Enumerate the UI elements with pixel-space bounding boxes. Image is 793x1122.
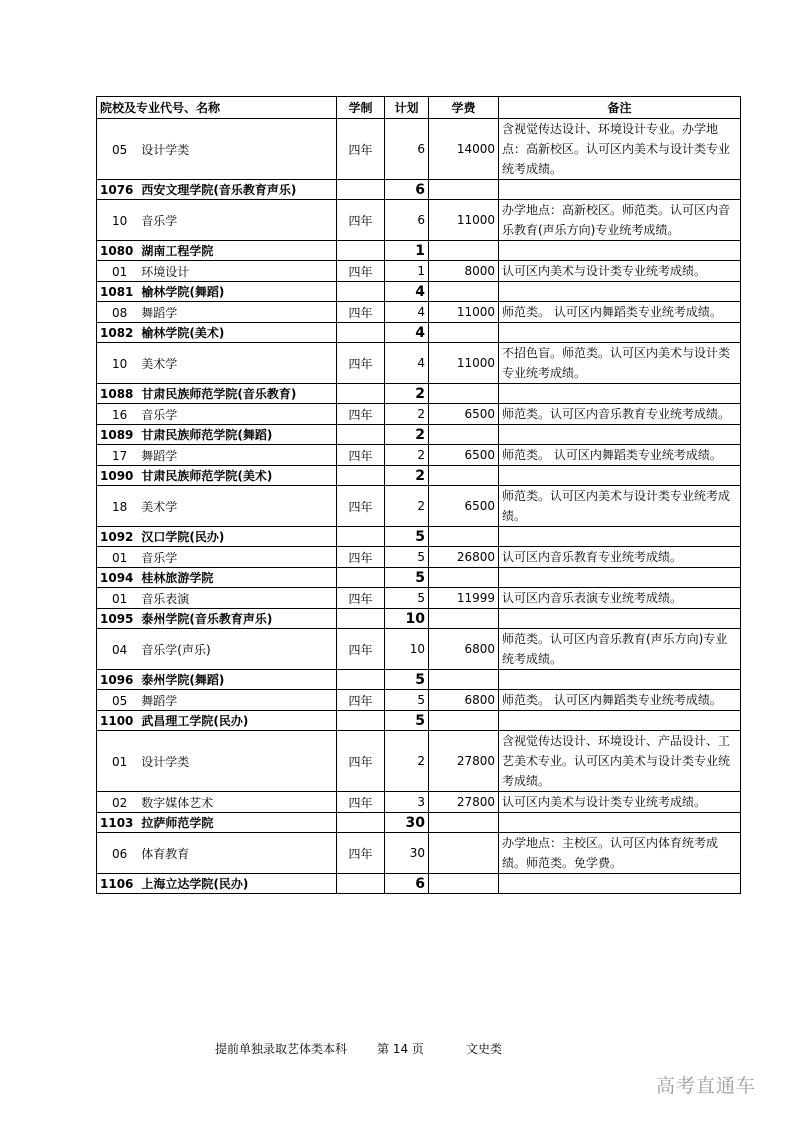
fee-cell [429, 813, 499, 833]
major-note: 办学地点：高新校区。师范类。认可区内音乐教育(声乐方向)专业统考成绩。 [499, 200, 741, 241]
major-plan-count: 30 [385, 833, 429, 874]
major-plan-count: 4 [385, 302, 429, 323]
major-row [97, 629, 741, 670]
major-name-cell [97, 302, 337, 323]
school-row [97, 711, 741, 731]
major-name: 环境设计 [141, 264, 190, 279]
duration-cell [337, 711, 385, 731]
school-row [97, 282, 741, 302]
major-name-cell [97, 690, 337, 711]
school-row [97, 384, 741, 404]
fee-cell [429, 711, 499, 731]
major-plan-count: 2 [385, 486, 429, 527]
school-name: 西安文理学院(音乐教育声乐) [141, 183, 297, 197]
school-name-cell [97, 670, 337, 690]
school-row [97, 466, 741, 486]
major-code: 08 [112, 305, 128, 320]
fee-cell [429, 466, 499, 486]
fee-cell [429, 874, 499, 894]
school-plan-count: 4 [385, 282, 429, 302]
major-name-cell [97, 261, 337, 282]
major-row [97, 119, 741, 180]
note-cell [499, 527, 741, 547]
header-note: 备注 [499, 97, 741, 119]
school-name-cell [97, 711, 337, 731]
major-plan-count: 4 [385, 343, 429, 384]
major-code: 01 [112, 264, 128, 279]
major-note: 师范类。认可区内音乐教育(声乐方向)专业统考成绩。 [499, 629, 741, 670]
major-name: 音乐学 [141, 213, 178, 228]
school-plan-count: 6 [385, 874, 429, 894]
duration-cell [337, 282, 385, 302]
school-row [97, 527, 741, 547]
major-fee: 11000 [429, 200, 499, 241]
major-name: 舞蹈学 [141, 448, 178, 463]
major-name: 音乐学 [141, 550, 178, 565]
major-fee: 6500 [429, 445, 499, 466]
major-plan-count: 1 [385, 261, 429, 282]
note-cell [499, 813, 741, 833]
major-note: 含视觉传达设计、环境设计专业。办学地点：高新校区。认可区内美术与设计类专业统考成绩。 [499, 119, 741, 180]
major-plan-count: 6 [385, 200, 429, 241]
note-cell [499, 568, 741, 588]
major-duration: 四年 [337, 833, 385, 874]
school-name: 湖南工程学院 [141, 244, 214, 258]
note-cell [499, 670, 741, 690]
major-fee: 8000 [429, 261, 499, 282]
school-code: 1089 [100, 428, 134, 442]
header-fee: 学费 [429, 97, 499, 119]
major-fee: 27800 [429, 792, 499, 813]
fee-cell [429, 568, 499, 588]
major-name-cell [97, 731, 337, 792]
fee-cell [429, 282, 499, 302]
school-name: 桂林旅游学院 [141, 571, 214, 585]
major-fee: 11000 [429, 343, 499, 384]
major-name: 数字媒体艺术 [141, 795, 214, 810]
major-row [97, 200, 741, 241]
major-fee: 6800 [429, 690, 499, 711]
school-name: 泰州学院(音乐教育声乐) [141, 612, 273, 626]
duration-cell [337, 527, 385, 547]
school-plan-count: 1 [385, 241, 429, 261]
school-name: 武昌理工学院(民办) [141, 714, 249, 728]
major-name-cell [97, 343, 337, 384]
school-code: 1088 [100, 387, 134, 401]
major-name: 美术学 [141, 356, 178, 371]
major-code: 06 [112, 846, 128, 861]
school-name-cell [97, 527, 337, 547]
school-row [97, 180, 741, 200]
duration-cell [337, 466, 385, 486]
major-plan-count: 10 [385, 629, 429, 670]
fee-cell [429, 670, 499, 690]
major-duration: 四年 [337, 404, 385, 425]
note-cell [499, 425, 741, 445]
note-cell [499, 711, 741, 731]
school-name: 拉萨师范学院 [141, 816, 214, 830]
major-duration: 四年 [337, 343, 385, 384]
school-name: 甘肃民族师范学院(舞蹈) [141, 428, 273, 442]
major-code: 16 [112, 407, 128, 422]
admission-plan-table [96, 96, 741, 894]
duration-cell [337, 609, 385, 629]
major-plan-count: 6 [385, 119, 429, 180]
major-plan-count: 2 [385, 404, 429, 425]
school-name-cell [97, 425, 337, 445]
table-body [97, 119, 741, 894]
school-plan-count: 10 [385, 609, 429, 629]
major-note: 含视觉传达设计、环境设计、产品设计、工艺美术专业。认可区内美术与设计类专业统考成绩。 [499, 731, 741, 792]
school-row [97, 609, 741, 629]
major-name: 舞蹈学 [141, 305, 178, 320]
major-fee: 11999 [429, 588, 499, 609]
school-name-cell [97, 813, 337, 833]
major-note: 办学地点：主校区。认可区内体育统考成绩。师范类。免学费。 [499, 833, 741, 874]
note-cell [499, 609, 741, 629]
major-row [97, 690, 741, 711]
major-row [97, 833, 741, 874]
school-name: 榆林学院(舞蹈) [141, 285, 225, 299]
school-code: 1106 [100, 877, 134, 891]
major-duration: 四年 [337, 588, 385, 609]
major-code: 01 [112, 550, 128, 565]
major-name: 音乐学 [141, 407, 178, 422]
major-fee: 6500 [429, 404, 499, 425]
major-code: 01 [112, 591, 128, 606]
school-name: 甘肃民族师范学院(音乐教育) [141, 387, 297, 401]
duration-cell [337, 813, 385, 833]
major-plan-count: 2 [385, 445, 429, 466]
major-code: 18 [112, 499, 128, 514]
school-name: 榆林学院(美术) [141, 326, 225, 340]
major-duration: 四年 [337, 547, 385, 568]
major-duration: 四年 [337, 445, 385, 466]
major-name: 体育教育 [141, 846, 190, 861]
school-plan-count: 4 [385, 323, 429, 343]
note-cell [499, 384, 741, 404]
note-cell [499, 282, 741, 302]
major-duration: 四年 [337, 302, 385, 323]
major-code: 10 [112, 356, 128, 371]
school-code: 1092 [100, 530, 134, 544]
footer-subject: 文史类 [466, 1042, 503, 1056]
major-note: 不招色盲。师范类。认可区内美术与设计类专业统考成绩。 [499, 343, 741, 384]
school-code: 1076 [100, 183, 134, 197]
major-code: 05 [112, 693, 128, 708]
header-name: 院校及专业代号、名称 [97, 97, 337, 119]
major-duration: 四年 [337, 200, 385, 241]
major-note: 认可区内美术与设计类专业统考成绩。 [499, 261, 741, 282]
fee-cell [429, 241, 499, 261]
school-plan-count: 5 [385, 568, 429, 588]
school-plan-count: 2 [385, 466, 429, 486]
school-plan-count: 5 [385, 711, 429, 731]
major-name-cell [97, 792, 337, 813]
school-plan-count: 5 [385, 527, 429, 547]
major-name-cell [97, 833, 337, 874]
major-name: 音乐表演 [141, 591, 190, 606]
major-plan-count: 2 [385, 731, 429, 792]
note-cell [499, 874, 741, 894]
major-row [97, 404, 741, 425]
fee-cell [429, 323, 499, 343]
major-name-cell [97, 119, 337, 180]
major-code: 05 [112, 142, 128, 157]
school-plan-count: 5 [385, 670, 429, 690]
major-code: 04 [112, 642, 128, 657]
major-row [97, 302, 741, 323]
major-fee [429, 833, 499, 874]
school-name-cell [97, 180, 337, 200]
school-plan-count: 2 [385, 425, 429, 445]
school-code: 1081 [100, 285, 134, 299]
school-row [97, 670, 741, 690]
major-note: 师范类。认可区内音乐教育专业统考成绩。 [499, 404, 741, 425]
fee-cell [429, 425, 499, 445]
major-duration: 四年 [337, 629, 385, 670]
school-code: 1090 [100, 469, 134, 483]
duration-cell [337, 384, 385, 404]
major-code: 17 [112, 448, 128, 463]
school-name-cell [97, 568, 337, 588]
major-duration: 四年 [337, 261, 385, 282]
major-fee: 26800 [429, 547, 499, 568]
fee-cell [429, 180, 499, 200]
major-row [97, 792, 741, 813]
major-row [97, 731, 741, 792]
major-name-cell [97, 547, 337, 568]
school-code: 1096 [100, 673, 134, 687]
major-name-cell [97, 404, 337, 425]
fee-cell [429, 384, 499, 404]
school-code: 1095 [100, 612, 134, 626]
school-name: 泰州学院(舞蹈) [141, 673, 225, 687]
major-name: 设计学类 [141, 142, 190, 157]
major-row [97, 486, 741, 527]
major-note: 认可区内美术与设计类专业统考成绩。 [499, 792, 741, 813]
major-duration: 四年 [337, 792, 385, 813]
major-plan-count: 5 [385, 690, 429, 711]
duration-cell [337, 425, 385, 445]
note-cell [499, 241, 741, 261]
major-note: 认可区内音乐表演专业统考成绩。 [499, 588, 741, 609]
major-duration: 四年 [337, 731, 385, 792]
header-duration: 学制 [337, 97, 385, 119]
school-row [97, 323, 741, 343]
duration-cell [337, 670, 385, 690]
header-plan: 计划 [385, 97, 429, 119]
major-code: 01 [112, 754, 128, 769]
duration-cell [337, 180, 385, 200]
school-code: 1094 [100, 571, 134, 585]
footer-page-number: 第 14 页 [377, 1042, 424, 1056]
major-duration: 四年 [337, 486, 385, 527]
major-note: 认可区内音乐教育专业统考成绩。 [499, 547, 741, 568]
major-code: 10 [112, 213, 128, 228]
school-row [97, 874, 741, 894]
major-note: 师范类。 认可区内舞蹈类专业统考成绩。 [499, 445, 741, 466]
school-name-cell [97, 609, 337, 629]
major-fee: 6800 [429, 629, 499, 670]
school-name-cell [97, 466, 337, 486]
duration-cell [337, 568, 385, 588]
major-plan-count: 3 [385, 792, 429, 813]
major-name-cell [97, 200, 337, 241]
major-fee: 6500 [429, 486, 499, 527]
major-row [97, 445, 741, 466]
major-name: 舞蹈学 [141, 693, 178, 708]
major-name-cell [97, 486, 337, 527]
school-name-cell [97, 384, 337, 404]
school-plan-count: 30 [385, 813, 429, 833]
major-fee: 14000 [429, 119, 499, 180]
major-name: 美术学 [141, 499, 178, 514]
school-name: 上海立达学院(民办) [141, 877, 249, 891]
major-note: 师范类。认可区内美术与设计类专业统考成绩。 [499, 486, 741, 527]
school-row [97, 425, 741, 445]
major-name-cell [97, 588, 337, 609]
school-code: 1100 [100, 714, 134, 728]
school-name-cell [97, 874, 337, 894]
note-cell [499, 323, 741, 343]
major-code: 02 [112, 795, 128, 810]
major-name: 音乐学(声乐) [141, 642, 211, 657]
major-name: 设计学类 [141, 754, 190, 769]
school-code: 1103 [100, 816, 134, 830]
school-row [97, 568, 741, 588]
major-row [97, 343, 741, 384]
school-row [97, 813, 741, 833]
fee-cell [429, 609, 499, 629]
major-note: 师范类。 认可区内舞蹈类专业统考成绩。 [499, 302, 741, 323]
major-plan-count: 5 [385, 588, 429, 609]
duration-cell [337, 241, 385, 261]
major-row [97, 588, 741, 609]
major-fee: 11000 [429, 302, 499, 323]
school-plan-count: 2 [385, 384, 429, 404]
fee-cell [429, 527, 499, 547]
major-name-cell [97, 445, 337, 466]
school-code: 1080 [100, 244, 134, 258]
school-code: 1082 [100, 326, 134, 340]
note-cell [499, 180, 741, 200]
footer-category: 提前单独录取艺体类本科 [215, 1042, 348, 1056]
major-row [97, 547, 741, 568]
note-cell [499, 466, 741, 486]
major-fee: 27800 [429, 731, 499, 792]
school-name-cell [97, 282, 337, 302]
major-name-cell [97, 629, 337, 670]
table-header-row [97, 97, 741, 119]
major-duration: 四年 [337, 690, 385, 711]
school-name-cell [97, 323, 337, 343]
major-row [97, 261, 741, 282]
school-row [97, 241, 741, 261]
school-name: 甘肃民族师范学院(美术) [141, 469, 273, 483]
duration-cell [337, 874, 385, 894]
major-plan-count: 5 [385, 547, 429, 568]
major-note: 师范类。 认可区内舞蹈类专业统考成绩。 [499, 690, 741, 711]
school-name: 汉口学院(民办) [141, 530, 225, 544]
duration-cell [337, 323, 385, 343]
watermark-text: 高考直通车 [656, 1075, 757, 1097]
school-plan-count: 6 [385, 180, 429, 200]
major-duration: 四年 [337, 119, 385, 180]
school-name-cell [97, 241, 337, 261]
